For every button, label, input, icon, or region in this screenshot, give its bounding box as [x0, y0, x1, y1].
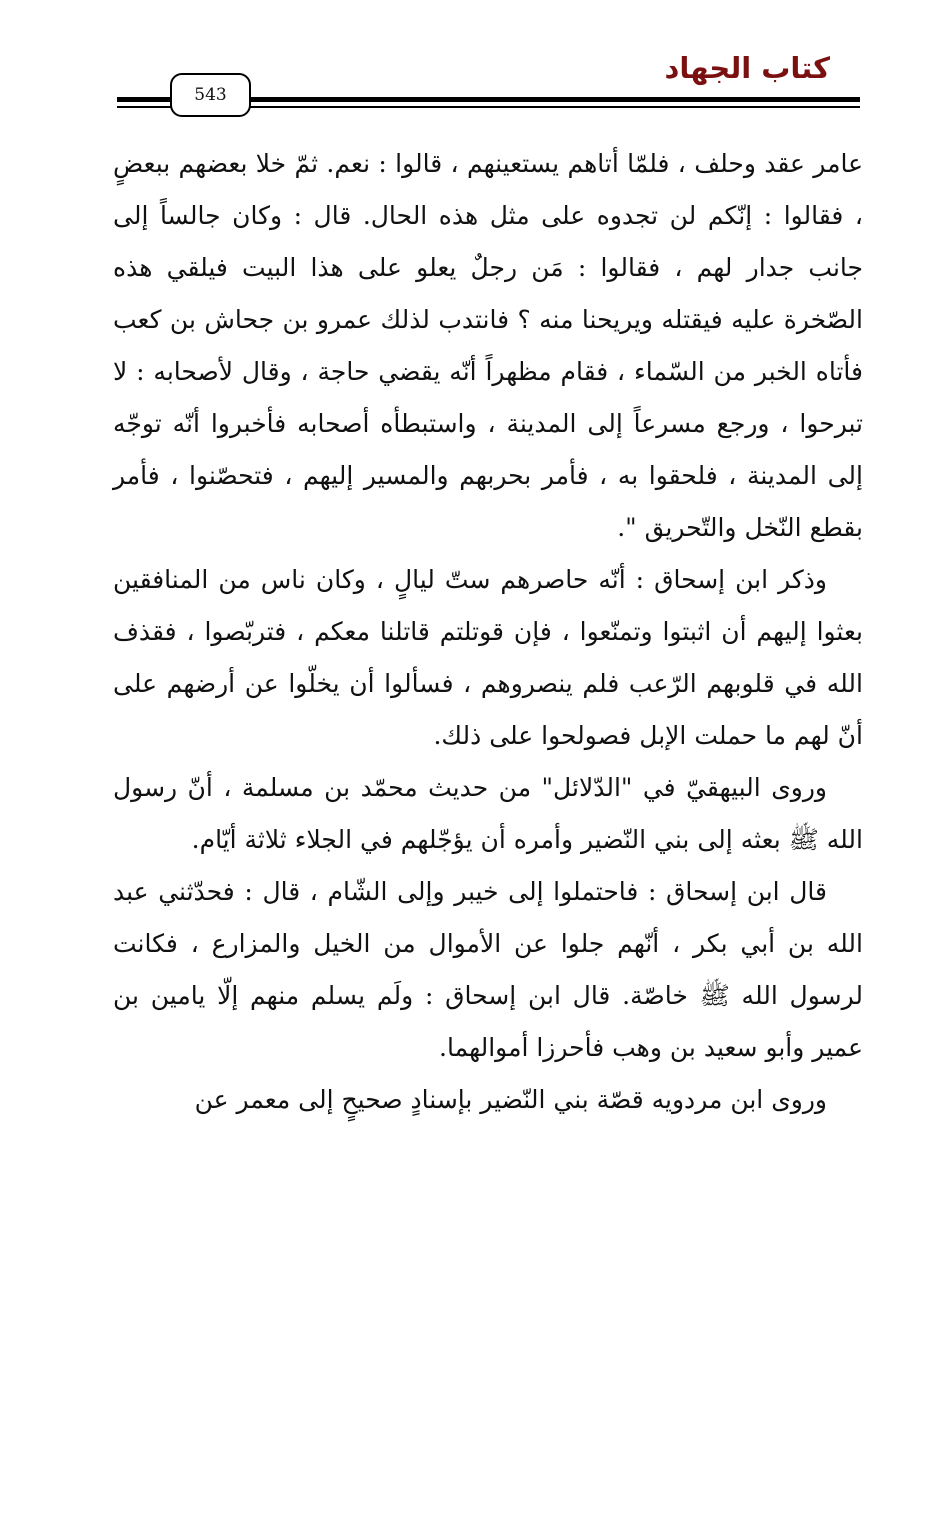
page-number: 543	[170, 73, 251, 117]
paragraph: قال ابن إسحاق : فاحتملوا إلى خيبر وإلى الشّام ، قال : فحدّثني عبد الله بن أبي بكر ، أنّهم جلوا عن الأموال من الخيل والمزارع ، فكانت لرسول الله ﷺ خاصّة. قال ابن إسحاق : ولَم يسلم منهم إلّا يامين بن عمير وأبو سعيد بن وهب فأحرزا أموالهما.	[113, 877, 863, 1062]
page-header	[0, 0, 945, 130]
paragraph: عامر عقد وحلف ، فلمّا أتاهم يستعينهم ، قالوا : نعم. ثمّ خلا بعضهم ببعضٍ ، فقالوا : إنّكم لن تجدوه على مثل هذه الحال. قال : وكان جالساً إلى جانب جدار لهم ، فقالوا : مَن رجلٌ يعلو على هذا البيت فيلقي هذه الصّخرة عليه فيقتله ويريحنا منه ؟ فانتدب لذلك عمرو بن جحاش بن كعب فأتاه الخبر من السّماء ، فقام مظهراً أنّه يقضي حاجة ، وقال لأصحابه : لا تبرحوا ، ورجع مسرعاً إلى المدينة ، واستبطأه أصحابه فأخبروا أنّه توجّه إلى المدينة ، فلحقوا به ، فأمر بحربهم والمسير إليهم ، فتحصّنوا ، فأمر بقطع النّخل والتّحريق ".	[113, 149, 863, 542]
paragraph: وذكر ابن إسحاق : أنّه حاصرهم ستّ ليالٍ ، وكان ناس من المنافقين بعثوا إليهم أن اثبتوا وتمنّعوا ، فإن قوتلتم قاتلنا معكم ، فتربّصوا ، فقذف الله في قلوبهم الرّعب فلم ينصروهم ، فسألوا أن يخلّوا عن أرضهم على أنّ لهم ما حملت الإبل فصولحوا على ذلك.	[113, 565, 863, 750]
book-title: كتاب الجهاد	[664, 51, 830, 85]
page-body	[113, 138, 863, 1126]
paragraph: وروى البيهقيّ في "الدّلائل" من حديث محمّد بن مسلمة ، أنّ رسول الله ﷺ بعثه إلى بني النّضير وأمره أن يؤجّلهم في الجلاء ثلاثة أيّام.	[113, 773, 863, 854]
paragraph: وروى ابن مردويه قصّة بني النّضير بإسنادٍ صحيحٍ إلى معمر عن	[194, 1085, 827, 1114]
